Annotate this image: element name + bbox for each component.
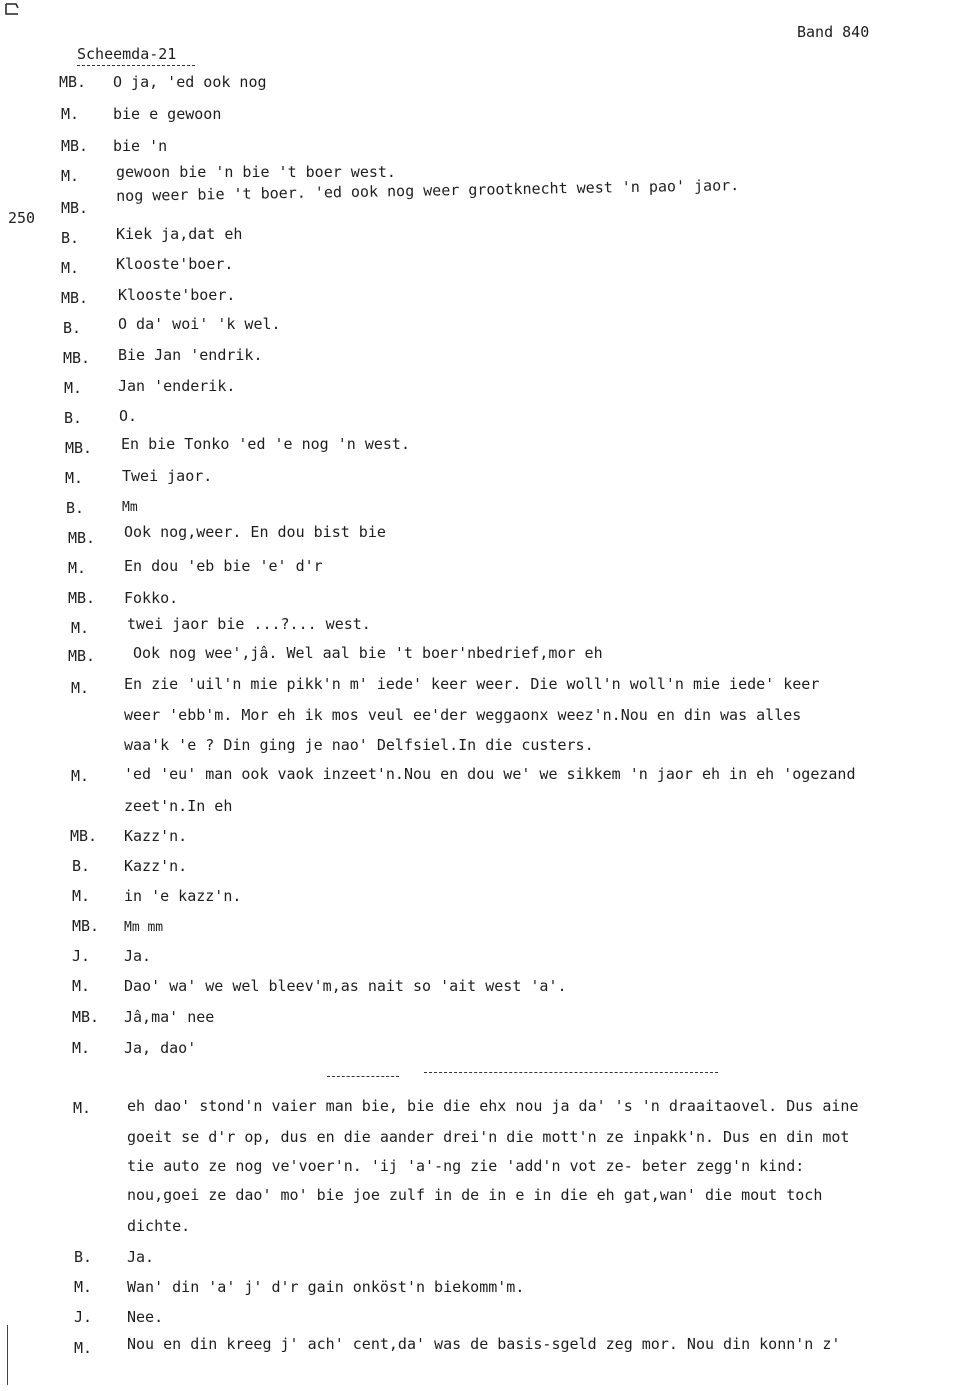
transcript-line: O da' woi' 'k wel. [118, 315, 281, 333]
transcript-line: gewoon bie 'n bie 't boer west. [116, 163, 396, 181]
speaker-label: MB. [72, 917, 100, 935]
speaker-label: M. [72, 1039, 91, 1057]
transcript-line: O ja, 'ed ook nog [113, 73, 267, 91]
transcript-line: Klooste'boer. [118, 286, 236, 304]
transcript-line: Klooste'boer. [116, 255, 234, 273]
transcript-line: Bie Jan 'endrik. [118, 346, 263, 364]
transcript-line: Ja. [124, 947, 152, 965]
speaker-label: MB. [59, 73, 87, 91]
speaker-label: M. [61, 105, 80, 123]
speaker-label: B. [61, 229, 80, 247]
transcript-line: Jâ,ma' nee [124, 1008, 215, 1026]
transcript-line: Kiek ja,dat eh [116, 225, 243, 243]
transcript-line: in 'e kazz'n. [124, 887, 242, 905]
speaker-label: B. [66, 499, 85, 517]
speaker-label: MB. [61, 199, 89, 217]
transcript-line: Fokko. [124, 589, 179, 607]
speaker-label: M. [64, 379, 83, 397]
transcript-line: dichte. [127, 1217, 191, 1235]
transcript-line: nou,goei ze dao' mo' bie joe zulf in de in e in die eh gat,wan' die mout toch [127, 1186, 823, 1204]
speaker-label: M. [72, 887, 91, 905]
speaker-label: M. [61, 167, 80, 185]
transcript-line: bie 'n [113, 137, 168, 155]
transcript-line: Nou en din kreeg j' ach' cent,da' was de basis-sgeld zeg mor. Nou din konn'n z' [127, 1335, 841, 1353]
section-divider [424, 1072, 718, 1073]
speaker-label: MB. [65, 439, 93, 457]
transcript-line: Ja. [127, 1248, 155, 1266]
speaker-label: M. [71, 767, 90, 785]
transcript-line: zeet'n.In eh [124, 797, 233, 815]
speaker-label: J. [72, 947, 91, 965]
transcript-line: waa'k 'e ? Din ging je nao' Delfsiel.In die custers. [124, 736, 594, 754]
transcript-line: Mm [122, 500, 138, 515]
transcript-line: bie e gewoon [113, 105, 222, 123]
speaker-label: MB. [68, 589, 96, 607]
transcript-line: Nee. [127, 1308, 164, 1326]
tape-band-label: Band 840 [797, 23, 870, 41]
speaker-label: MB. [68, 647, 96, 665]
transcript-line: Ook nog wee',jâ. Wel aal bie 't boer'nbedrief,mor eh [133, 644, 603, 662]
transcript-line: 'ed 'eu' man ook vaok inzeet'n.Nou en dou we' we sikkem 'n jaor eh in eh 'ogezand [124, 765, 856, 783]
speaker-label: M. [74, 1278, 93, 1296]
speaker-label: MB. [61, 289, 89, 307]
transcript-line: Twei jaor. [122, 467, 213, 485]
transcript-line: Wan' din 'a' j' d'r gain onköst'n biekomm'm. [127, 1278, 525, 1296]
margin-line [7, 1325, 8, 1385]
title-underline [77, 65, 195, 66]
speaker-label: B. [72, 857, 91, 875]
speaker-label: M. [71, 679, 90, 697]
speaker-label: M. [71, 619, 90, 637]
transcript-line: En bie Tonko 'ed 'e nog 'n west. [121, 435, 410, 453]
corner-mark-icon [4, 2, 20, 16]
transcript-line: weer 'ebb'm. Mor eh ik mos veul ee'der weggaonx weez'n.Nou en din was alles [124, 706, 802, 724]
transcript-line: Ja, dao' [124, 1039, 197, 1057]
speaker-label: MB. [70, 827, 98, 845]
speaker-label: M. [72, 977, 91, 995]
transcript-line: En dou 'eb bie 'e' d'r [124, 557, 323, 575]
speaker-label: M. [65, 469, 84, 487]
transcript-line: Kazz'n. [124, 857, 188, 875]
transcript-line: tie auto ze nog ve'voer'n. 'ij 'a'-ng zie 'add'n vot ze- beter zegg'n kind: [127, 1157, 805, 1175]
speaker-label: B. [64, 409, 83, 427]
speaker-label: M. [74, 1339, 93, 1357]
document-title: Scheemda-21 [77, 45, 177, 63]
speaker-label: B. [63, 319, 82, 337]
transcript-line: En zie 'uil'n mie pikk'n m' iede' keer weer. Die woll'n woll'n mie iede' keer [124, 675, 820, 693]
transcript-line: nog weer bie 't boer. 'ed ook nog weer grootknecht west 'n pao' jaor. [116, 176, 740, 205]
speaker-label: M. [61, 259, 80, 277]
section-divider [327, 1076, 399, 1077]
transcript-line: twei jaor bie ...?... west. [127, 615, 371, 633]
tape-counter: 250 [8, 209, 36, 227]
transcript-line: O. [119, 407, 138, 425]
speaker-label: M. [68, 559, 87, 577]
transcript-line: Dao' wa' we wel bleev'm,as nait so 'ait west 'a'. [124, 977, 567, 995]
speaker-label: MB. [72, 1008, 100, 1026]
speaker-label: M. [73, 1099, 92, 1117]
transcript-line: Jan 'enderik. [118, 377, 236, 395]
speaker-label: MB. [68, 529, 96, 547]
transcript-line: Mm mm [124, 920, 164, 935]
speaker-label: MB. [63, 349, 91, 367]
transcript-line: Ook nog,weer. En dou bist bie [124, 523, 386, 541]
transcript-line: Kazz'n. [124, 827, 188, 845]
speaker-label: B. [74, 1248, 93, 1266]
speaker-label: J. [74, 1308, 93, 1326]
transcript-line: goeit se d'r op, dus en die aander drei'n die mott'n ze inpakk'n. Dus en din mot [127, 1128, 850, 1146]
speaker-label: MB. [61, 137, 89, 155]
transcript-line: eh dao' stond'n vaier man bie, bie die ehx nou ja da' 's 'n draaitaovel. Dus aine [127, 1097, 859, 1115]
